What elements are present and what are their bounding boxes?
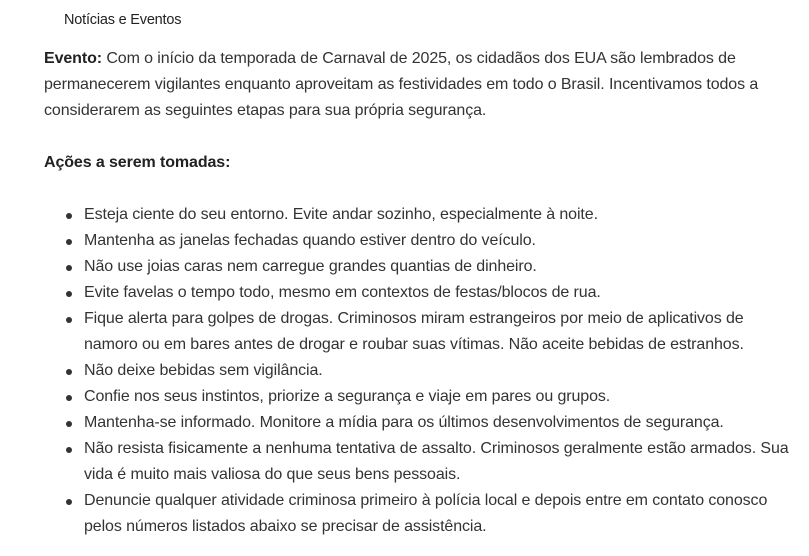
list-item: Fique alerta para golpes de drogas. Criminosos miram estrangeiros por meio de aplicativos de namoro ou em bares antes de drogar e roubar suas vítimas. Não aceite bebidas de estranhos.	[84, 306, 794, 358]
list-item: Mantenha-se informado. Monitore a mídia para os últimos desenvolvimentos de segurança.	[84, 410, 794, 436]
list-item: Não deixe bebidas sem vigilância.	[84, 358, 794, 384]
list-item: Confie nos seus instintos, priorize a segurança e viaje em pares ou grupos.	[84, 384, 794, 410]
actions-heading: Ações a serem tomadas:	[44, 154, 231, 171]
list-item: Esteja ciente do seu entorno. Evite andar sozinho, especialmente à noite.	[84, 202, 794, 228]
list-item: Evite favelas o tempo todo, mesmo em contextos de festas/blocos de rua.	[84, 280, 794, 306]
article-content	[44, 46, 794, 540]
actions-list	[44, 202, 794, 540]
section-title: Notícias e Eventos	[64, 12, 182, 28]
event-label: Evento:	[44, 50, 102, 67]
event-text: Com o início da temporada de Carnaval de 2025, os cidadãos dos EUA são lembrados de permanecerem vigilantes enquanto aproveitam as festividades em todo o Brasil. Incentivamos todos a considerarem as seguintes etapas para sua própria segurança.	[44, 50, 759, 119]
list-item: Não resista fisicamente a nenhuma tentativa de assalto. Criminosos geralmente estão armados. Sua vida é muito mais valiosa do que seus bens pessoais.	[84, 436, 794, 488]
list-item: Mantenha as janelas fechadas quando estiver dentro do veículo.	[84, 228, 794, 254]
list-item: Não use joias caras nem carregue grandes quantias de dinheiro.	[84, 254, 794, 280]
list-item: Denuncie qualquer atividade criminosa primeiro à polícia local e depois entre em contato conosco pelos números listados abaixo se precisar de assistência.	[84, 488, 794, 540]
event-paragraph	[44, 46, 794, 124]
